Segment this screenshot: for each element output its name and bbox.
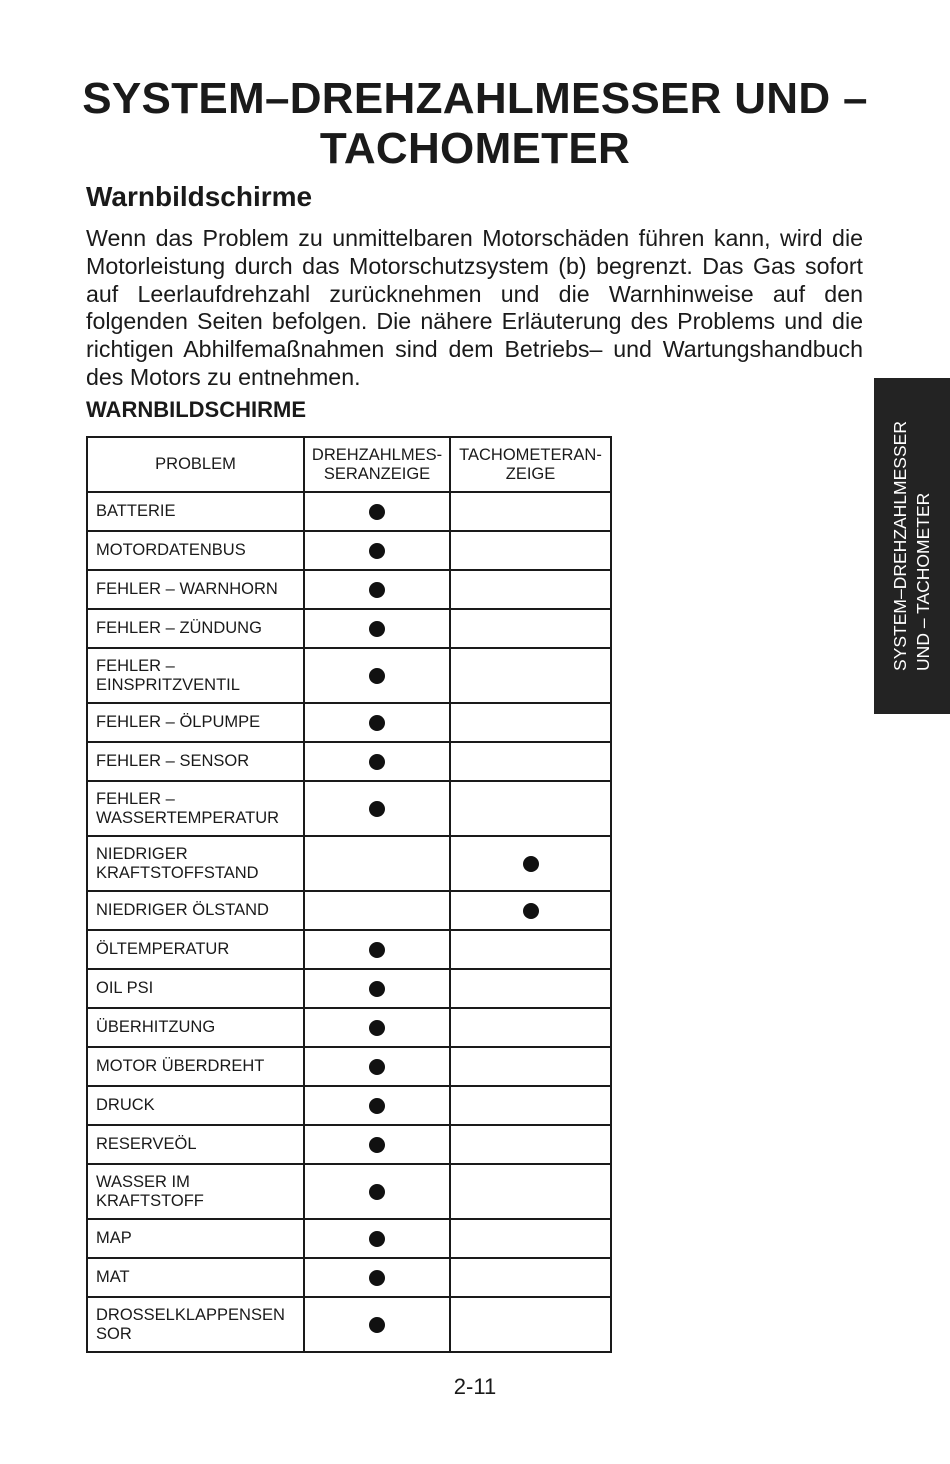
column-header-problem xyxy=(87,437,304,492)
speedometer-indicator-cell xyxy=(450,570,611,609)
problem-cell xyxy=(87,1125,304,1164)
problem-cell xyxy=(87,1008,304,1047)
tachometer-indicator-cell xyxy=(304,891,450,930)
table-row xyxy=(87,781,611,836)
table-row xyxy=(87,1125,611,1164)
tachometer-indicator-cell xyxy=(304,1086,450,1125)
speedometer-indicator-cell xyxy=(450,1008,611,1047)
table-row xyxy=(87,1008,611,1047)
tachometer-indicator-dot-icon xyxy=(369,1231,385,1247)
tachometer-indicator-dot-icon xyxy=(369,1270,385,1286)
speedometer-indicator-cell xyxy=(450,1297,611,1352)
problem-cell xyxy=(87,1086,304,1125)
problem-cell xyxy=(87,1219,304,1258)
problem-label-line1: FEHLER – SENSOR xyxy=(96,752,250,770)
tachometer-indicator-cell xyxy=(304,742,450,781)
tachometer-indicator-cell xyxy=(304,609,450,648)
table-heading: WARNBILDSCHIRME xyxy=(86,397,306,422)
tachometer-indicator-dot-icon xyxy=(369,715,385,731)
tachometer-indicator-dot-icon xyxy=(369,942,385,958)
speedometer-indicator-cell xyxy=(450,1125,611,1164)
problem-label-line2: EINSPRITZVENTIL xyxy=(96,675,240,694)
tachometer-indicator-cell xyxy=(304,648,450,703)
table-row xyxy=(87,836,611,891)
tachometer-indicator-cell xyxy=(304,1008,450,1047)
problem-label-line1: WASSER IM xyxy=(96,1172,190,1191)
table-row xyxy=(87,891,611,930)
table-row xyxy=(87,1219,611,1258)
tachometer-indicator-dot-icon xyxy=(369,504,385,520)
table-row xyxy=(87,1258,611,1297)
problem-cell xyxy=(87,648,304,703)
problem-label-line2: SOR xyxy=(96,1324,132,1343)
table-row xyxy=(87,969,611,1008)
table-row xyxy=(87,531,611,570)
table-row xyxy=(87,703,611,742)
problem-cell xyxy=(87,1258,304,1297)
problem-label-line1: RESERVEÖL xyxy=(96,1135,197,1153)
problem-cell xyxy=(87,781,304,836)
speedometer-indicator-cell xyxy=(450,1258,611,1297)
problem-cell xyxy=(87,703,304,742)
side-tab-label xyxy=(889,421,935,671)
side-tab-label-line2: UND – TACHOMETER xyxy=(913,492,933,671)
tachometer-indicator-dot-icon xyxy=(369,1020,385,1036)
warning-screens-table xyxy=(86,436,612,1353)
speedometer-indicator-cell xyxy=(450,891,611,930)
table-body xyxy=(87,492,611,1352)
problem-cell xyxy=(87,609,304,648)
tachometer-indicator-dot-icon xyxy=(369,1059,385,1075)
table-row xyxy=(87,1086,611,1125)
problem-cell xyxy=(87,1164,304,1219)
page-number: 2-11 xyxy=(453,1374,497,1399)
speedometer-indicator-cell xyxy=(450,1086,611,1125)
table-row xyxy=(87,1297,611,1352)
problem-cell xyxy=(87,570,304,609)
tachometer-indicator-cell xyxy=(304,1047,450,1086)
problem-label-line1: MAT xyxy=(96,1268,130,1286)
speedometer-indicator-cell xyxy=(450,648,611,703)
tachometer-indicator-cell xyxy=(304,836,450,891)
tachometer-indicator-cell xyxy=(304,969,450,1008)
tachometer-indicator-cell xyxy=(304,781,450,836)
problem-cell xyxy=(87,1047,304,1086)
problem-label-line1: FEHLER – xyxy=(96,789,175,808)
tachometer-indicator-cell xyxy=(304,930,450,969)
problem-cell xyxy=(87,492,304,531)
tachometer-indicator-dot-icon xyxy=(369,981,385,997)
tachometer-indicator-cell xyxy=(304,1258,450,1297)
tachometer-indicator-dot-icon xyxy=(369,1317,385,1333)
section-subtitle: Warnbildschirme xyxy=(86,181,313,212)
tachometer-indicator-cell xyxy=(304,570,450,609)
speedometer-indicator-cell xyxy=(450,781,611,836)
column-header-problem-label: PROBLEM xyxy=(155,455,236,473)
column-header-tachometer-line1: DREHZAHLMES- xyxy=(311,445,443,464)
problem-cell xyxy=(87,531,304,570)
speedometer-indicator-cell xyxy=(450,1164,611,1219)
speedometer-indicator-cell xyxy=(450,492,611,531)
speedometer-indicator-cell xyxy=(450,703,611,742)
table-row xyxy=(87,1047,611,1086)
column-header-speedometer-line1: TACHOMETERAN- xyxy=(459,445,602,464)
tachometer-indicator-cell xyxy=(304,1164,450,1219)
page-title: SYSTEM–DREHZAHLMESSER UND –TACHOMETER xyxy=(82,74,868,173)
problem-label-line1: DRUCK xyxy=(96,1096,155,1114)
problem-cell xyxy=(87,930,304,969)
column-header-speedometer-display xyxy=(450,437,611,492)
tachometer-indicator-cell xyxy=(304,1297,450,1352)
tachometer-indicator-cell xyxy=(304,531,450,570)
tachometer-indicator-cell xyxy=(304,1219,450,1258)
table-row xyxy=(87,930,611,969)
table-row xyxy=(87,648,611,703)
tachometer-indicator-dot-icon xyxy=(369,582,385,598)
table-row xyxy=(87,609,611,648)
intro-paragraph: Wenn das Problem zu unmittelbaren Motorschäden führen kann, wird die Motorleistung durch das Motorschutzsystem (b) begrenzt. Das Gas sofort auf Leerlaufdrehzahl zurücknehmen und die Warnhinweise auf den folgenden Seiten befolgen. Die nähere Erläuterung des Problems und die richtigen Abhilfemaßnahmen sind dem Betriebs– und Wartungshandbuch des Motors zu entnehmen. xyxy=(86,225,863,390)
speedometer-indicator-cell xyxy=(450,1219,611,1258)
table-row xyxy=(87,570,611,609)
tachometer-indicator-dot-icon xyxy=(369,543,385,559)
problem-label-line1: OIL PSI xyxy=(96,979,154,997)
side-tab-label-line1: SYSTEM–DREHZAHLMESSER xyxy=(890,421,910,671)
tachometer-indicator-dot-icon xyxy=(369,1098,385,1114)
column-header-speedometer-line2: ZEIGE xyxy=(505,464,556,483)
problem-label-line2: KRAFTSTOFFSTAND xyxy=(96,863,259,882)
problem-cell xyxy=(87,836,304,891)
speedometer-indicator-cell xyxy=(450,609,611,648)
problem-label-line1: FEHLER – WARNHORN xyxy=(96,580,278,598)
table-header-row xyxy=(87,437,611,492)
problem-label-line2: KRAFTSTOFF xyxy=(96,1191,204,1210)
tachometer-indicator-dot-icon xyxy=(369,801,385,817)
speedometer-indicator-cell xyxy=(450,1047,611,1086)
problem-label-line1: MOTORDATENBUS xyxy=(96,541,246,559)
problem-cell xyxy=(87,891,304,930)
problem-label-line1: BATTERIE xyxy=(96,502,176,520)
tachometer-indicator-dot-icon xyxy=(369,754,385,770)
table-row xyxy=(87,742,611,781)
problem-label-line2: WASSERTEMPERATUR xyxy=(96,808,280,827)
tachometer-indicator-dot-icon xyxy=(369,1184,385,1200)
problem-cell xyxy=(87,969,304,1008)
table-row xyxy=(87,492,611,531)
speedometer-indicator-cell xyxy=(450,969,611,1008)
column-header-tachometer-display xyxy=(304,437,450,492)
tachometer-indicator-cell xyxy=(304,703,450,742)
speedometer-indicator-cell xyxy=(450,531,611,570)
tachometer-indicator-dot-icon xyxy=(369,668,385,684)
problem-label-line1: NIEDRIGER xyxy=(96,844,188,863)
tachometer-indicator-cell xyxy=(304,1125,450,1164)
speedometer-indicator-cell xyxy=(450,742,611,781)
speedometer-indicator-dot-icon xyxy=(523,903,539,919)
tachometer-indicator-dot-icon xyxy=(369,621,385,637)
problem-cell xyxy=(87,742,304,781)
column-header-tachometer-line2: SERANZEIGE xyxy=(323,464,431,483)
tachometer-indicator-dot-icon xyxy=(369,1137,385,1153)
problem-label-line1: DROSSELKLAPPENSEN xyxy=(96,1305,285,1324)
problem-label-line1: MAP xyxy=(96,1229,132,1247)
table-row xyxy=(87,1164,611,1219)
problem-label-line1: ÖLTEMPERATUR xyxy=(96,940,230,958)
problem-label-line1: FEHLER – xyxy=(96,656,175,675)
problem-label-line1: MOTOR ÜBERDREHT xyxy=(96,1057,265,1075)
tachometer-indicator-cell xyxy=(304,492,450,531)
problem-label-line1: ÜBERHITZUNG xyxy=(96,1018,216,1036)
problem-label-line1: FEHLER – ZÜNDUNG xyxy=(96,619,262,637)
section-side-tab xyxy=(874,378,950,714)
speedometer-indicator-cell xyxy=(450,836,611,891)
problem-cell xyxy=(87,1297,304,1352)
speedometer-indicator-dot-icon xyxy=(523,856,539,872)
speedometer-indicator-cell xyxy=(450,930,611,969)
problem-label-line1: FEHLER – ÖLPUMPE xyxy=(96,713,261,731)
problem-label-line1: NIEDRIGER ÖLSTAND xyxy=(96,901,269,919)
